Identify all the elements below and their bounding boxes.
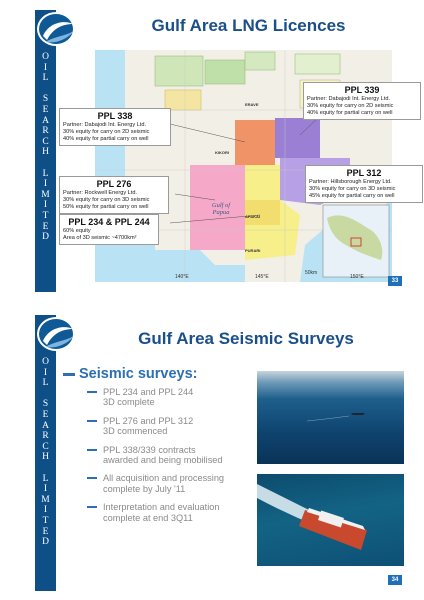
slide-title: Gulf Area Seismic Surveys <box>138 329 354 348</box>
callout-line: 40% equity for partial carry on well <box>63 136 149 142</box>
seismic-vessel-photo <box>257 474 404 566</box>
callout-title: PPL 234 & PPL 244 <box>68 217 150 227</box>
oil-search-logo <box>37 317 75 351</box>
sidebar-letter: H <box>42 147 49 158</box>
place-purari: PURARI <box>245 248 261 253</box>
main-bullet-text: Seismic surveys: <box>79 366 198 382</box>
slide-licences <box>35 10 410 292</box>
sidebar-letter: I <box>43 200 48 211</box>
sidebar-letter <box>35 158 56 169</box>
sidebar-letter: I <box>43 505 48 516</box>
place-kikori: KIKORI <box>215 150 229 155</box>
lon-label-2: 145°E <box>255 274 269 280</box>
sidebar-letters <box>35 52 56 243</box>
slide-seismic <box>35 315 410 591</box>
slide-title: Gulf Area LNG Licences <box>151 16 346 35</box>
list-item <box>87 473 257 494</box>
item-line: PPL 338/339 contracts <box>103 444 196 455</box>
bullet-dash <box>63 373 75 376</box>
callout-title: PPL 276 <box>96 179 132 189</box>
callout-line: 30% equity for carry on 3D seismic <box>63 197 150 203</box>
sidebar-letter: R <box>42 126 49 137</box>
sidebar-letter <box>35 389 56 400</box>
item-line: complete at end 3Q11 <box>103 512 193 523</box>
item-line: Interpretation and evaluation <box>103 502 220 513</box>
sidebar-letter: I <box>43 484 48 495</box>
bullet-dash <box>87 506 97 508</box>
callout-line: 60% equity <box>63 228 91 234</box>
lon-label-3: 150°E <box>350 274 364 280</box>
page-number: 34 <box>388 575 402 585</box>
sidebar-letter: I <box>43 62 48 73</box>
list-item <box>87 416 257 437</box>
ocean-photo <box>257 371 404 464</box>
sidebar-letter: O <box>42 52 49 62</box>
sidebar <box>35 10 56 292</box>
item-line: 3D complete <box>103 397 155 408</box>
place-apakai: APAKAI <box>245 214 261 219</box>
sidebar-letters <box>35 357 56 548</box>
list-item <box>87 387 257 408</box>
bullet-dash <box>87 391 97 393</box>
callout-ppl276 <box>59 176 169 214</box>
sidebar-letter: S <box>42 399 49 410</box>
scale-label: 50km <box>305 270 318 276</box>
sidebar-letter <box>35 84 56 95</box>
place-erave: ERAVE <box>245 102 259 107</box>
survey-list <box>87 387 257 531</box>
callout-line: Partner: Dabajodi Int. Energy Ltd. <box>63 122 147 128</box>
sidebar-letter: I <box>43 179 48 190</box>
item-line: All acquisition and processing <box>103 473 225 484</box>
callout-line: 30% equity for carry on 3D seismic <box>309 186 396 192</box>
sidebar-letter: R <box>42 431 49 442</box>
sidebar-letter: L <box>42 378 49 389</box>
item-line: PPL 234 and PPL 244 <box>103 387 194 397</box>
main-bullet <box>63 366 198 382</box>
sidebar-letter: A <box>42 420 49 431</box>
list-item <box>87 445 257 466</box>
sidebar-letter: L <box>42 473 49 484</box>
page-number: 33 <box>388 276 402 286</box>
callout-line: 45% equity for partial carry on well <box>309 193 395 199</box>
sidebar-letter: L <box>42 73 49 84</box>
sidebar-letter: D <box>42 232 49 243</box>
callout-line: Partner: Dabajodi Int. Energy Ltd. <box>307 96 391 102</box>
sidebar-letter: C <box>42 136 49 147</box>
callout-line: 40% equity for partial carry on well <box>307 110 393 116</box>
lon-label-1: 140°E <box>175 274 189 280</box>
sidebar-letter: H <box>42 452 49 463</box>
callout-line: 30% equity for carry on 2D seismic <box>63 129 150 135</box>
callout-title: PPL 312 <box>346 168 382 178</box>
callout-ppl338 <box>59 108 171 146</box>
sidebar-letter: A <box>42 115 49 126</box>
callout-ppl234-244 <box>59 214 159 245</box>
sidebar-letter: M <box>41 189 50 200</box>
sidebar-letter: O <box>42 357 49 367</box>
sidebar-letter: I <box>43 367 48 378</box>
callout-title: PPL 339 <box>344 85 380 95</box>
gulf-label: Gulf of Papua <box>211 202 231 216</box>
callout-line: Partner: Rockwell Energy Ltd. <box>63 190 137 196</box>
list-item <box>87 502 257 523</box>
sidebar-letter: D <box>42 537 49 548</box>
sidebar-letter: E <box>42 104 49 115</box>
sidebar-letter: C <box>42 441 49 452</box>
sidebar-letter <box>35 463 56 474</box>
item-line: PPL 276 and PPL 312 <box>103 415 194 426</box>
sidebar-letter: S <box>42 94 49 105</box>
sidebar-letter: M <box>41 494 50 505</box>
callout-line: Partner: Hillsborough Energy Ltd. <box>309 179 392 185</box>
sidebar-letter: E <box>42 409 49 420</box>
callout-line: 30% equity for carry on 2D seismic <box>307 103 394 109</box>
callout-ppl312 <box>305 165 423 203</box>
sidebar-letter: T <box>42 515 49 526</box>
item-line: complete by July '11 <box>103 483 186 494</box>
callout-ppl339 <box>303 82 421 120</box>
bullet-dash <box>87 449 97 451</box>
callout-line: Area of 3D seismic ~4700km² <box>63 235 137 241</box>
sidebar-letter: L <box>42 168 49 179</box>
bullet-dash <box>87 477 97 479</box>
sidebar-letter: E <box>42 526 49 537</box>
item-line: awarded and being mobilised <box>103 455 223 466</box>
sidebar <box>35 315 56 591</box>
callout-title: PPL 338 <box>97 111 133 121</box>
bullet-dash <box>87 420 97 422</box>
item-line: 3D commenced <box>103 426 168 437</box>
sidebar-letter: E <box>42 221 49 232</box>
callout-line: 50% equity for partial carry on well <box>63 204 149 210</box>
sidebar-letter: T <box>42 210 49 221</box>
oil-search-logo <box>37 12 75 46</box>
